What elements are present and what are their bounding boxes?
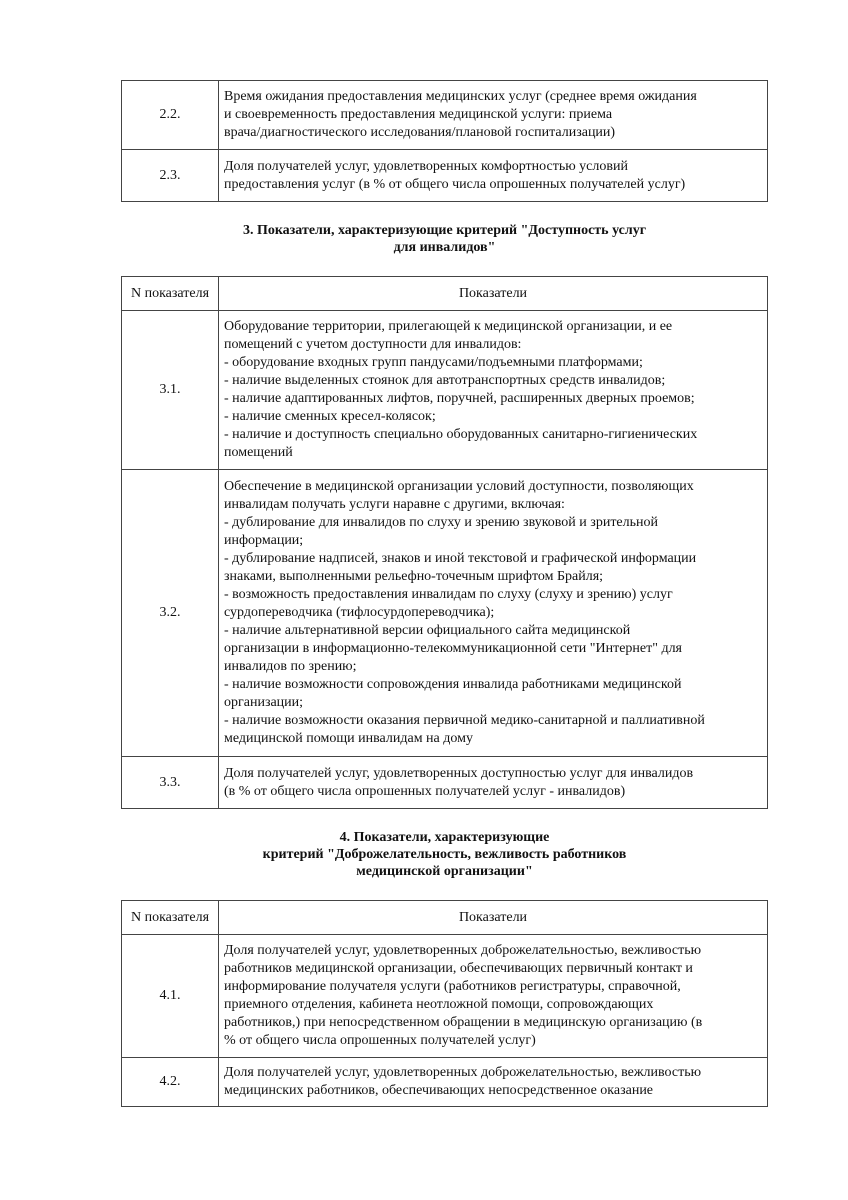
text-line: - наличие возможности сопровождения инвалида работниками медицинской [224, 677, 682, 692]
text-line: - наличие возможности оказания первичной медико-санитарной и паллиативной [224, 713, 705, 728]
text-line: помещений [224, 445, 293, 460]
table-header-row [122, 901, 768, 935]
text-line: % от общего числа опрошенных получателей услуг) [224, 1033, 536, 1048]
text-line: - возможность предоставления инвалидам по слуху (слуху и зрению) услуг [224, 587, 673, 602]
indicator-text [219, 470, 768, 757]
table-row [122, 150, 768, 202]
indicator-number: 3.3. [122, 757, 219, 809]
text-line: Доля получателей услуг, удовлетворенных доступностью услуг для инвалидов [224, 765, 694, 781]
heading-line: 3. Показатели, характеризующие критерий "Доступность услуг [242, 223, 647, 238]
table-row [122, 935, 768, 1058]
text-line: Обеспечение в медицинской организации условий доступности, позволяющих [224, 479, 694, 494]
text-line: приемного отделения, кабинета неотложной помощи, сопровождающих [224, 997, 654, 1012]
section-3-heading [121, 222, 768, 256]
text-line: - дублирование надписей, знаков и иной текстовой и графической информации [224, 551, 697, 566]
indicator-text [219, 81, 768, 150]
text-line: - наличие выделенных стоянок для автотранспортных средств инвалидов; [224, 373, 666, 388]
column-header-number: N показателя [122, 277, 219, 311]
table-row [122, 1058, 768, 1107]
indicator-text [219, 311, 768, 470]
text-line: Доля получателей услуг, удовлетворенных доброжелательностью, вежливостью [224, 943, 702, 958]
text-line: (в % от общего числа опрошенных получателей услуг - инвалидов) [224, 783, 626, 799]
document-page [121, 80, 768, 1107]
indicator-number: 4.2. [122, 1058, 219, 1107]
text-line: информирование получателя услуги (работников регистратуры, справочной, [224, 979, 681, 994]
text-line: организации; [224, 695, 304, 710]
text-line: медицинских работников, обеспечивающих непосредственное оказание [224, 1083, 654, 1098]
text-line: врача/диагностического исследования/плановой госпитализации) [224, 125, 616, 140]
heading-line: для инвалидов" [393, 240, 496, 255]
table-row [122, 81, 768, 150]
text-line: Оборудование территории, прилегающей к медицинской организации, и ее [224, 319, 673, 334]
text-line: инвалидов по зрению; [224, 659, 357, 674]
indicator-text [219, 757, 768, 809]
text-line: Доля получателей услуг, удовлетворенных доброжелательностью, вежливостью [224, 1065, 702, 1080]
text-line: информации; [224, 533, 304, 548]
criteria-table-section-3 [121, 276, 768, 809]
indicator-number: 2.2. [122, 81, 219, 150]
indicator-number: 2.3. [122, 150, 219, 202]
text-line: медицинской помощи инвалидам на дому [224, 731, 473, 746]
table-row [122, 757, 768, 809]
text-line: знаками, выполненными рельефно-точечным шрифтом Брайля; [224, 569, 604, 584]
text-line: - дублирование для инвалидов по слуху и зрению звуковой и зрительной [224, 515, 658, 530]
text-line: работников,) при непосредственном обращении в медицинскую организацию (в [224, 1015, 703, 1030]
text-line: работников медицинской организации, обеспечивающих первичный контакт и [224, 961, 693, 976]
text-line: - наличие альтернативной версии официального сайта медицинской [224, 623, 631, 638]
criteria-table-section-2 [121, 80, 768, 202]
column-header-indicators: Показатели [219, 277, 768, 311]
heading-line: медицинской организации" [356, 864, 533, 879]
indicator-text [219, 1058, 768, 1107]
indicator-number: 3.1. [122, 311, 219, 470]
heading-line: 4. Показатели, характеризующие [339, 830, 550, 845]
indicator-number: 3.2. [122, 470, 219, 757]
text-line: инвалидам получать услуги наравне с другими, включая: [224, 497, 565, 512]
section-4-heading [121, 829, 768, 880]
text-line: - оборудование входных групп пандусами/подъемными платформами; [224, 355, 643, 370]
text-line: - наличие адаптированных лифтов, поручней, расширенных дверных проемов; [224, 391, 695, 406]
text-line: помещений с учетом доступности для инвалидов: [224, 337, 522, 352]
column-header-indicators: Показатели [219, 901, 768, 935]
text-line: сурдопереводчика (тифлосурдопереводчика); [224, 605, 495, 620]
indicator-number: 4.1. [122, 935, 219, 1058]
column-header-number: N показателя [122, 901, 219, 935]
criteria-table-section-4 [121, 900, 768, 1107]
table-header-row [122, 277, 768, 311]
text-line: - наличие и доступность специально оборудованных санитарно-гигиенических [224, 427, 698, 442]
indicator-text [219, 935, 768, 1058]
text-line: предоставления услуг (в % от общего числа опрошенных получателей услуг) [224, 176, 686, 192]
text-line: Время ожидания предоставления медицинских услуг (среднее время ожидания [224, 89, 697, 104]
text-line: организации в информационно-телекоммуникационной сети "Интернет" для [224, 641, 682, 656]
text-line: Доля получателей услуг, удовлетворенных комфортностью условий [224, 158, 628, 174]
text-line: и своевременность предоставления медицинской услуги: приема [224, 107, 613, 122]
heading-line: критерий "Доброжелательность, вежливость работников [262, 847, 627, 862]
text-line: - наличие сменных кресел-колясок; [224, 409, 436, 424]
table-row [122, 311, 768, 470]
table-row [122, 470, 768, 757]
indicator-text [219, 150, 768, 202]
